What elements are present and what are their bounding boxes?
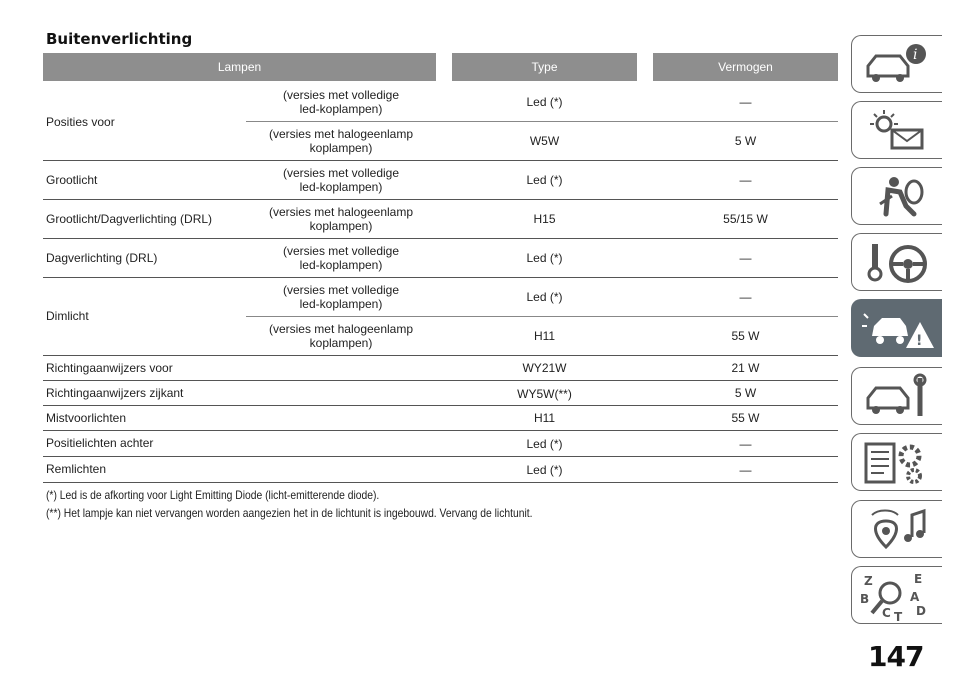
row-divider xyxy=(43,430,838,431)
table-cell-type: Led (*) xyxy=(526,463,563,477)
variant-line: (versies met volledige xyxy=(282,283,400,297)
table-cell-power: — xyxy=(739,173,752,187)
page-number: 147 xyxy=(868,640,924,673)
table-cell-power: — xyxy=(739,463,752,477)
emergency-car-icon xyxy=(862,306,932,352)
variant-line: koplampen) xyxy=(309,336,373,350)
svg-text:A: A xyxy=(910,590,920,604)
chapter-tab-warning-lights[interactable] xyxy=(851,101,942,159)
table-cell-variant xyxy=(246,166,436,194)
table-cell-power: — xyxy=(739,251,752,265)
footnote: (**) Het lampje kan niet vervangen worden aangezien het in de lichtunit is ingebouwd. Vervang de lichtunit. xyxy=(46,506,533,520)
table-cell-lamp: Dagverlichting (DRL) xyxy=(46,251,158,265)
warning-lights-icon xyxy=(862,108,932,154)
table-cell-type: Led (*) xyxy=(526,173,563,187)
table-cell-variant xyxy=(246,283,436,311)
table-cell-lamp: Positielichten achter xyxy=(46,436,154,450)
table-cell-variant xyxy=(246,244,436,272)
header-power xyxy=(653,53,838,81)
table-cell-lamp: Mistvoorlichten xyxy=(46,411,127,425)
chapter-tab-maintenance[interactable] xyxy=(851,367,942,425)
svg-text:D: D xyxy=(916,604,926,618)
svg-text:T: T xyxy=(894,610,903,624)
variant-line: led-koplampen) xyxy=(299,258,383,272)
chapter-tab-index[interactable] xyxy=(851,566,942,624)
chapter-tab-driving[interactable] xyxy=(851,233,942,291)
table-cell-type: Led (*) xyxy=(526,437,563,451)
car-info-icon xyxy=(862,42,932,88)
table-cell-power: — xyxy=(739,437,752,451)
table-cell-variant xyxy=(246,205,436,233)
table-cell-type: Led (*) xyxy=(526,95,563,109)
variant-line: (versies met volledige xyxy=(282,88,400,102)
svg-text:C: C xyxy=(882,606,891,620)
table-cell-type: WY5W(**) xyxy=(517,387,572,401)
chapter-tab-car-info[interactable] xyxy=(851,35,942,93)
svg-text:B: B xyxy=(860,592,870,606)
variant-line: led-koplampen) xyxy=(299,180,383,194)
table-cell-type: WY21W xyxy=(522,361,567,375)
table-cell-variant xyxy=(246,127,436,155)
table-cell-power: 5 W xyxy=(734,134,757,148)
header-type xyxy=(452,53,637,81)
chapter-tab-safety[interactable] xyxy=(851,167,942,225)
table-cell-power: 55 W xyxy=(731,329,760,343)
header-lamps-label: Lampen xyxy=(217,60,262,74)
table-cell-type: H11 xyxy=(533,411,556,425)
table-cell-lamp: Remlichten xyxy=(46,462,107,476)
table-cell-power: 55/15 W xyxy=(723,212,768,226)
variant-line: (versies met halogeenlamp xyxy=(268,205,414,219)
row-divider xyxy=(43,456,838,457)
row-divider xyxy=(246,316,838,317)
row-divider xyxy=(43,482,838,483)
footnote: (*) Led is de afkorting voor Light Emitting Diode (licht-emitterende diode). xyxy=(46,488,380,502)
table-cell-variant xyxy=(246,322,436,350)
table-cell-lamp: Grootlicht xyxy=(46,173,98,187)
car-maintenance-icon xyxy=(862,374,932,420)
svg-text:i: i xyxy=(913,47,918,63)
page-title: Buitenverlichting xyxy=(46,30,193,48)
chapter-tab-technical-data[interactable] xyxy=(851,433,942,491)
key-steering-wheel-icon xyxy=(862,240,932,286)
technical-data-icon xyxy=(862,440,932,486)
table-cell-power: 55 W xyxy=(731,411,760,425)
table-cell-lamp: Richtingaanwijzers zijkant xyxy=(46,386,184,400)
multimedia-icon xyxy=(862,507,932,553)
svg-text:Z: Z xyxy=(864,574,873,588)
row-divider xyxy=(43,355,838,356)
table-cell-type: H15 xyxy=(533,212,556,226)
seat-airbag-icon xyxy=(862,174,932,220)
table-cell-power: — xyxy=(739,290,752,304)
row-divider xyxy=(246,121,838,122)
table-cell-type: Led (*) xyxy=(526,290,563,304)
row-divider xyxy=(43,238,838,239)
variant-line: (versies met halogeenlamp xyxy=(268,127,414,141)
header-type-label: Type xyxy=(531,60,558,74)
chapter-tab-multimedia[interactable] xyxy=(851,500,942,558)
row-divider xyxy=(43,277,838,278)
table-cell-variant xyxy=(246,88,436,116)
variant-line: led-koplampen) xyxy=(299,297,383,311)
table-cell-lamp: Posities voor xyxy=(46,115,115,129)
table-cell-type: Led (*) xyxy=(526,251,563,265)
variant-line: (versies met volledige xyxy=(282,166,400,180)
svg-text:!: ! xyxy=(916,333,923,349)
header-lamps xyxy=(43,53,436,81)
row-divider xyxy=(43,405,838,406)
variant-line: koplampen) xyxy=(309,141,373,155)
table-cell-power: — xyxy=(739,95,752,109)
table-cell-power: 5 W xyxy=(734,386,757,400)
variant-line: (versies met halogeenlamp xyxy=(268,322,414,336)
table-cell-lamp: Richtingaanwijzers voor xyxy=(46,361,173,375)
svg-text:E: E xyxy=(914,572,923,586)
variant-line: koplampen) xyxy=(309,219,373,233)
row-divider xyxy=(43,380,838,381)
table-cell-type: H11 xyxy=(533,329,556,343)
variant-line: led-koplampen) xyxy=(299,102,383,116)
table-cell-type: W5W xyxy=(529,134,560,148)
row-divider xyxy=(43,160,838,161)
variant-line: (versies met volledige xyxy=(282,244,400,258)
header-power-label: Vermogen xyxy=(718,60,773,74)
table-cell-lamp: Grootlicht/Dagverlichting (DRL) xyxy=(46,212,213,226)
table-cell-power: 21 W xyxy=(731,361,760,375)
table-cell-lamp: Dimlicht xyxy=(46,309,89,323)
row-divider xyxy=(43,199,838,200)
chapter-tab-emergency[interactable] xyxy=(851,299,942,357)
index-icon xyxy=(860,572,932,624)
